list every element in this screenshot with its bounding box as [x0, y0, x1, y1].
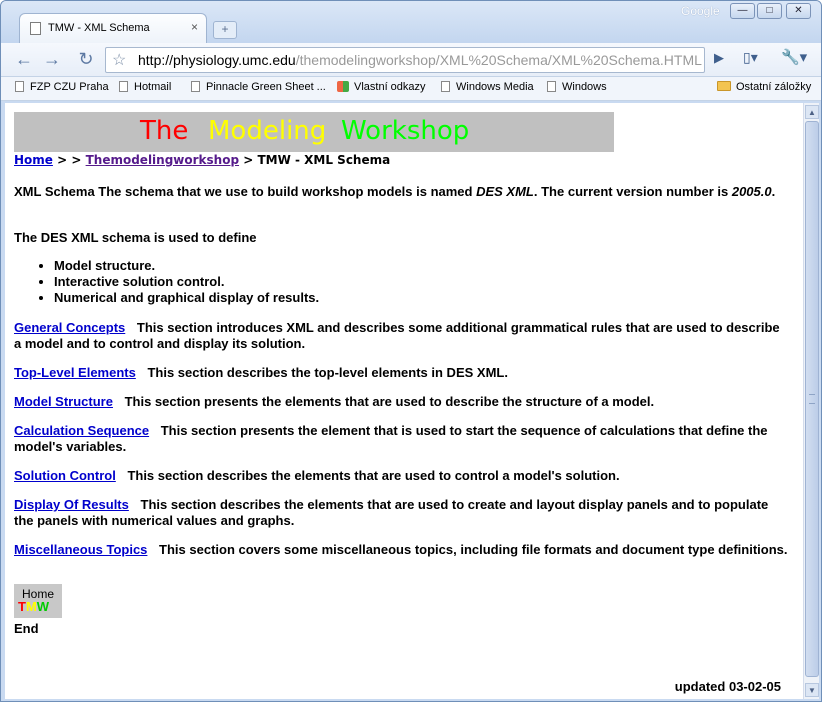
- bookmark-item[interactable]: [441, 81, 534, 93]
- breadcrumb-separator: > >: [52, 153, 86, 167]
- forward-icon[interactable]: →: [43, 49, 61, 69]
- general-concepts-link[interactable]: General Concepts: [14, 320, 126, 335]
- banner-word-modeling: Modeling: [208, 116, 327, 146]
- tmw-letter-w: W: [36, 599, 50, 614]
- bookmark-label: Vlastní odkazy: [354, 81, 426, 93]
- section-description: This section presents the element that is used to start the sequence of calculations that define the model's variables.: [14, 423, 768, 454]
- bookmark-label: Windows: [562, 81, 607, 93]
- close-window-button[interactable]: ✕: [786, 3, 811, 19]
- end-text: End: [14, 621, 39, 636]
- section-top-level-elements: [14, 365, 508, 381]
- back-icon[interactable]: ←: [15, 49, 33, 69]
- model-structure-link[interactable]: Model Structure: [14, 394, 113, 409]
- section-description: This section describes the elements that are used to create and layout display panels and to populate the panels with numerical values and graphs.: [14, 497, 769, 528]
- navigation-toolbar: [1, 43, 822, 77]
- section-miscellaneous-topics: [14, 542, 788, 558]
- address-bar[interactable]: [105, 47, 705, 73]
- bookmark-label: Ostatní záložky: [736, 81, 812, 93]
- site-banner: [14, 112, 614, 152]
- section-general-concepts: [14, 320, 789, 352]
- list-item: • Numerical and graphical display of results.: [54, 290, 319, 306]
- breadcrumb-home-link[interactable]: Home: [14, 153, 53, 167]
- calculation-sequence-link[interactable]: Calculation Sequence: [14, 423, 150, 438]
- page-icon: [119, 81, 128, 92]
- feature-list: [54, 258, 319, 306]
- tab-title: TMW - XML Schema: [48, 22, 150, 34]
- vertical-scrollbar[interactable]: [803, 103, 819, 699]
- other-bookmarks[interactable]: [717, 81, 811, 93]
- home-button-label: Home: [21, 587, 54, 601]
- new-tab-button[interactable]: +: [213, 21, 237, 39]
- section-description: This section covers some miscellaneous topics, including file formats and document type definitions.: [159, 542, 788, 557]
- scroll-down-icon[interactable]: ▼: [805, 683, 819, 697]
- tmw-logo: [18, 599, 49, 614]
- address-url[interactable]: [138, 52, 702, 68]
- bookmark-label: Pinnacle Green Sheet ...: [206, 81, 326, 93]
- scroll-up-icon[interactable]: ▲: [805, 105, 819, 119]
- breadcrumb: [14, 153, 390, 167]
- section-model-structure: [14, 394, 654, 410]
- page-favicon-icon: [30, 22, 41, 35]
- bookmark-item[interactable]: [15, 81, 109, 93]
- minimize-button[interactable]: —: [730, 3, 755, 19]
- section-description: This section describes the elements that are used to control a model's solution.: [127, 468, 620, 483]
- banner-word-workshop: Workshop: [341, 116, 470, 146]
- page-icon: [547, 81, 556, 92]
- section-calculation-sequence: [14, 423, 789, 455]
- intro-paragraph: [14, 184, 775, 200]
- scroll-grip-icon: [809, 394, 815, 404]
- reload-icon[interactable]: ↻: [78, 49, 94, 69]
- breadcrumb-workshop-link[interactable]: Themodelingworkshop: [85, 153, 240, 167]
- page-icon: [441, 81, 450, 92]
- display-of-results-link[interactable]: Display Of Results: [14, 497, 129, 512]
- section-solution-control: [14, 468, 620, 484]
- bookmark-label: Hotmail: [134, 81, 172, 93]
- banner-word-the: The: [140, 116, 189, 146]
- tmw-letter-t: T: [18, 599, 26, 614]
- title-bar: [1, 1, 822, 43]
- scroll-thumb[interactable]: [805, 121, 819, 677]
- intro-mid: . The current version number is: [533, 184, 732, 199]
- page-icon: [191, 81, 200, 92]
- tmw-letter-m: M: [25, 599, 37, 614]
- page-icon: [15, 81, 24, 92]
- schema-name: DES XML: [476, 184, 534, 199]
- top-level-elements-link[interactable]: Top-Level Elements: [14, 365, 136, 380]
- section-description: This section presents the elements that are used to describe the structure of a model.: [124, 394, 655, 409]
- bookmark-star-icon[interactable]: ☆: [112, 52, 127, 69]
- maximize-button[interactable]: □: [757, 3, 782, 19]
- schema-version: 2005.0: [731, 184, 772, 199]
- list-item: • Interactive solution control.: [54, 274, 319, 290]
- folder-icon: [717, 81, 731, 91]
- bookmark-item[interactable]: [547, 81, 607, 93]
- bookmark-label: FZP CZU Praha: [30, 81, 109, 93]
- tab-close-icon[interactable]: ×: [190, 20, 198, 34]
- section-display-of-results: [14, 497, 789, 529]
- page-menu-icon[interactable]: ▯▾: [743, 49, 758, 65]
- url-path: /themodelingworkshop/XML%20Schema/XML%20Schema.HTML: [295, 52, 702, 68]
- browser-brand: Google: [681, 4, 720, 18]
- intro-end: .: [771, 184, 776, 199]
- tab-active[interactable]: [19, 13, 207, 43]
- list-item: • Model structure.: [54, 258, 319, 274]
- breadcrumb-current: > TMW - XML Schema: [239, 153, 391, 167]
- bookmark-item[interactable]: [191, 81, 326, 93]
- solution-control-link[interactable]: Solution Control: [14, 468, 116, 483]
- bookmark-label: Windows Media: [456, 81, 534, 93]
- bookmark-item[interactable]: [119, 81, 171, 93]
- updated-date: updated 03-02-05: [674, 679, 781, 694]
- home-button[interactable]: [14, 584, 62, 618]
- section-description: This section introduces XML and describes some additional grammatical rules that are used to describe a model and to control and display its solution.: [14, 320, 780, 351]
- intro-lead: XML Schema The schema that we use to build workshop models is named: [14, 184, 477, 199]
- url-host: http://physiology.umc.edu: [138, 52, 296, 68]
- section-description: This section describes the top-level elements in DES XML.: [147, 365, 508, 380]
- bookmarks-bar: [1, 77, 822, 101]
- windows-logo-icon: [337, 81, 349, 92]
- miscellaneous-topics-link[interactable]: Miscellaneous Topics: [14, 542, 148, 557]
- bookmark-item[interactable]: [337, 81, 426, 93]
- define-heading: The DES XML schema is used to define: [14, 230, 257, 245]
- page-viewport: [5, 103, 803, 699]
- go-icon[interactable]: ▶: [714, 50, 724, 65]
- wrench-menu-icon[interactable]: 🔧▾: [781, 49, 808, 66]
